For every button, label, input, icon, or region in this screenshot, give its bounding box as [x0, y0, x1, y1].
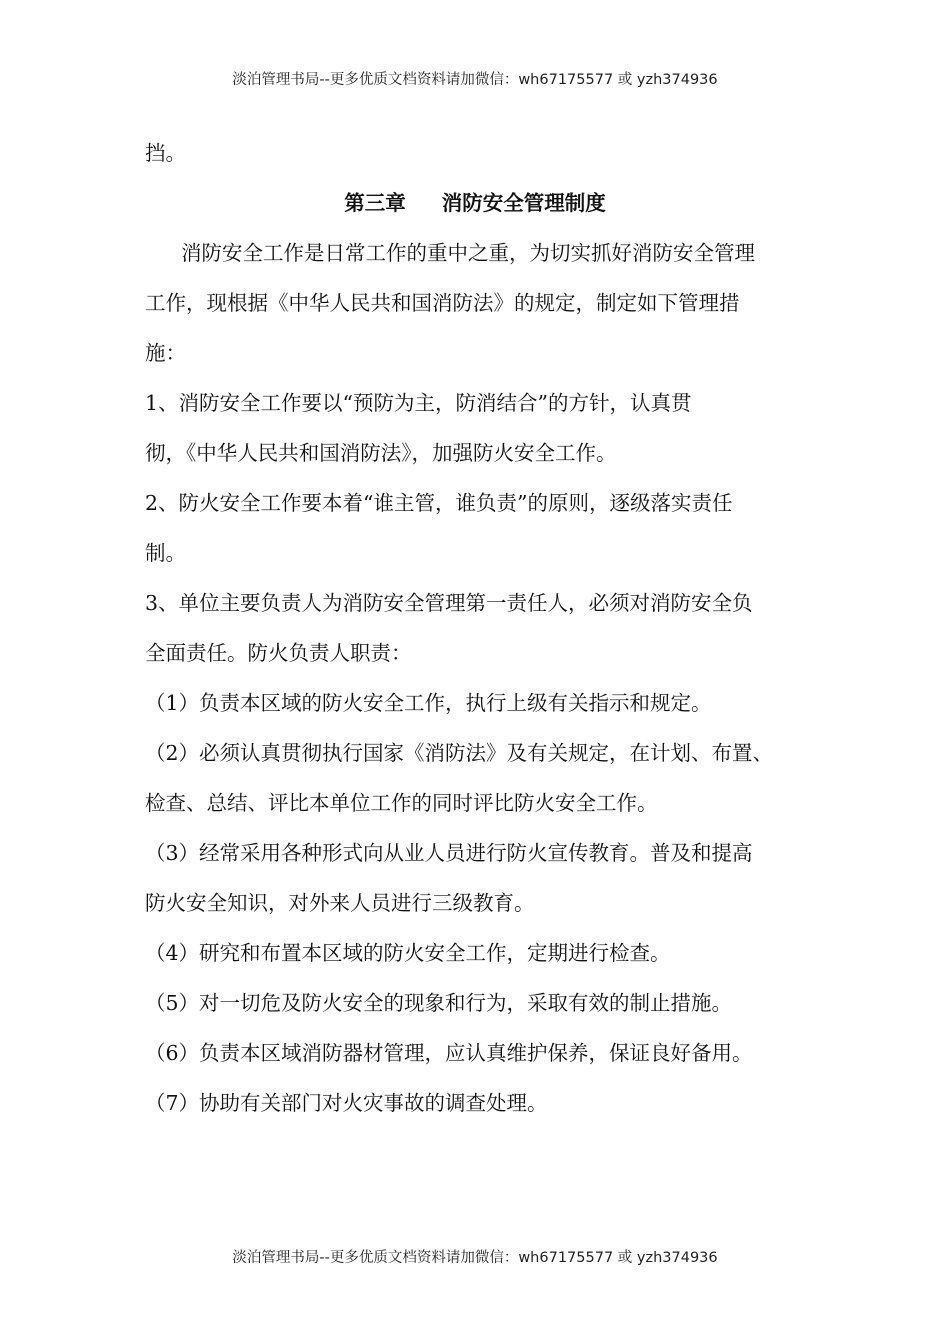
duty-3-line-1: （3）经常采用各种形式向从业人员进行防火宣传教育。普及和提高	[145, 841, 753, 865]
intro-line-2: 工作，现根据《中华人民共和国消防法》的规定，制定如下管理措	[145, 291, 740, 315]
duty-1: （1）负责本区域的防火安全工作，执行上级有关指示和规定。	[145, 691, 712, 715]
item-2-line-1: 2、防火安全工作要本着“谁主管，谁负责”的原则，逐级落实责任	[145, 491, 733, 515]
duty-4: （4）研究和布置本区域的防火安全工作，定期进行检查。	[145, 941, 671, 965]
chapter-name: 消防安全管理制度	[441, 191, 606, 215]
chapter-number: 第三章	[344, 191, 406, 215]
duty-2-line-1: （2）必须认真贯彻执行国家《消防法》及有关规定，在计划、布置、	[145, 741, 774, 765]
item-2-line-2: 制。	[145, 541, 186, 565]
duty-2-line-2: 检查、总结、评比本单位工作的同时评比防火安全工作。	[145, 791, 658, 815]
duty-6: （6）负责本区域消防器材管理，应认真维护保养，保证良好备用。	[145, 1041, 753, 1065]
item-3-line-2: 全面责任。防火负责人职责：	[145, 641, 412, 665]
duty-3-line-2: 防火安全知识，对外来人员进行三级教育。	[145, 891, 535, 915]
page-footer: 淡泊管理书局--更多优质文档资料请加微信：wh67175577 或 yzh374936	[232, 1250, 718, 1266]
page-header: 淡泊管理书局--更多优质文档资料请加微信：wh67175577 或 yzh374936	[232, 72, 718, 88]
intro-line-3: 施：	[145, 341, 186, 365]
duty-5: （5）对一切危及防火安全的现象和行为，采取有效的制止措施。	[145, 991, 733, 1015]
item-1-line-1: 1、消防安全工作要以“预防为主，防消结合”的方针，认真贯	[145, 391, 692, 415]
continuation-line: 挡。	[145, 141, 186, 165]
duty-7: （7）协助有关部门对火灾事故的调查处理。	[145, 1091, 548, 1115]
item-1-line-2: 彻，《中华人民共和国消防法》，加强防火安全工作。	[145, 441, 617, 465]
document-body	[145, 128, 825, 1128]
chapter-title	[145, 178, 805, 228]
item-3-line-1: 3、单位主要负责人为消防安全管理第一责任人，必须对消防安全负	[145, 591, 753, 615]
intro-line-1: 消防安全工作是日常工作的重中之重，为切实抓好消防安全管理	[181, 241, 755, 265]
